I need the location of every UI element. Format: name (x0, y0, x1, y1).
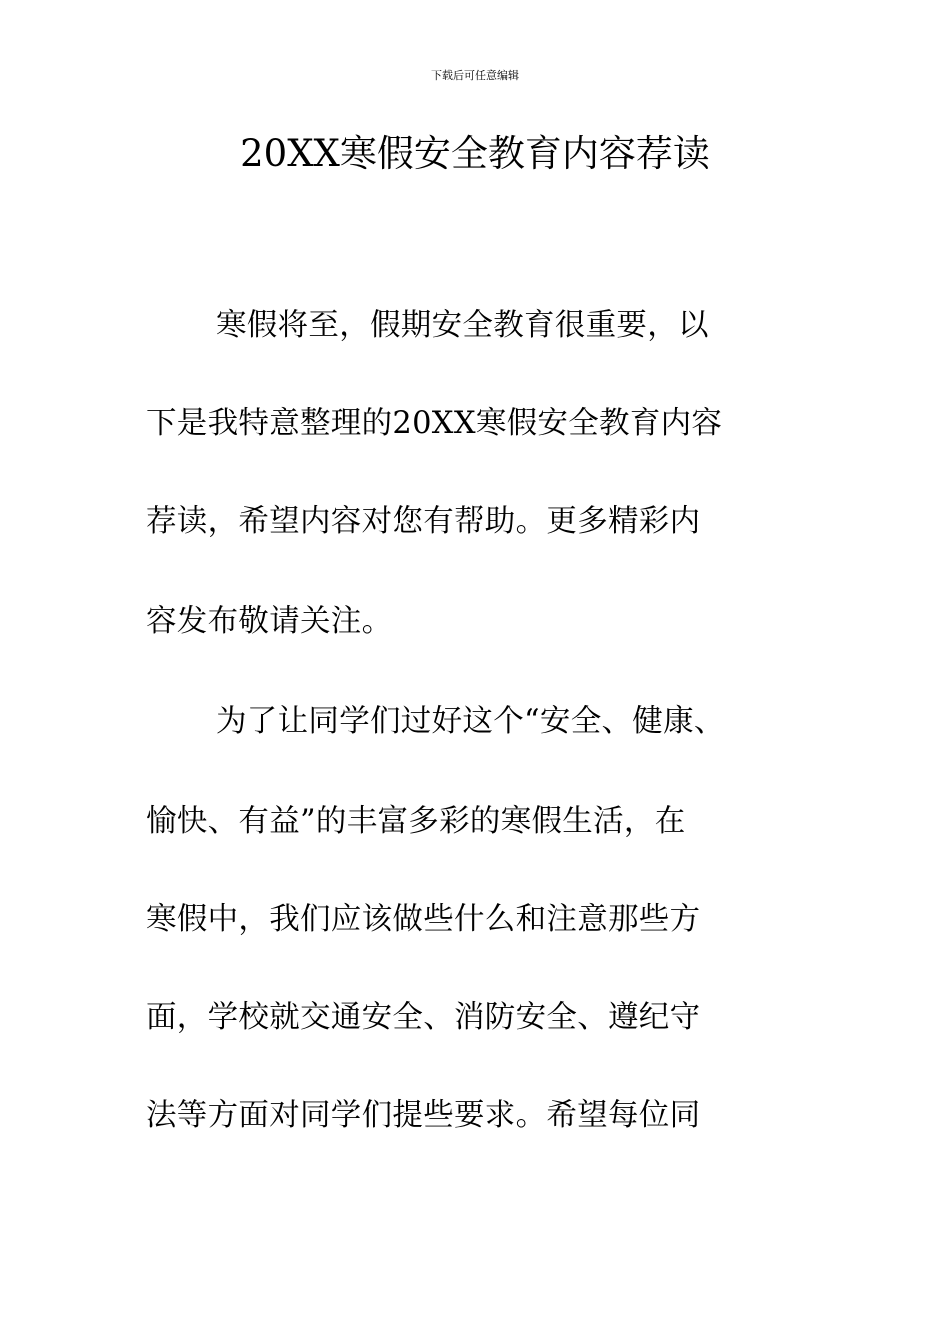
paragraph-2-line-2: 愉快、有益”的丰富多彩的寒假生活，在 (146, 804, 686, 839)
paragraph-1-line-4: 容发布敬请关注。 (146, 604, 393, 639)
paragraph-1-line-1: 寒假将至，假期安全教育很重要，以 (216, 308, 709, 343)
document-title: 20XX寒假安全教育内容荐读 (240, 132, 710, 175)
paragraph-2-line-5: 法等方面对同学们提些要求。希望每位同 (146, 1098, 701, 1133)
paragraph-1-line-3: 荐读，希望内容对您有帮助。更多精彩内 (146, 504, 701, 539)
header-note: 下载后可任意编辑 (431, 69, 519, 82)
paragraph-1-line-2: 下是我特意整理的20XX寒假安全教育内容 (146, 406, 723, 441)
paragraph-2-line-1: 为了让同学们过好这个“安全、健康、 (216, 704, 725, 739)
paragraph-2-line-4: 面，学校就交通安全、消防安全、遵纪守 (146, 1000, 701, 1035)
paragraph-2-line-3: 寒假中，我们应该做些什么和注意那些方 (146, 902, 701, 937)
